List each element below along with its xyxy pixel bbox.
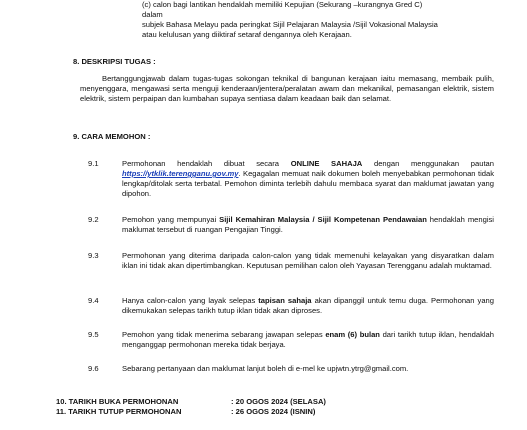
item-text: Hanya calon-calon yang layak selepas [122, 296, 259, 305]
requirement-c [142, 0, 442, 40]
item-emphasis: ONLINE SAHAJA [290, 159, 363, 168]
item-number: 9.1 [88, 159, 99, 168]
application-link[interactable]: https://ytklik.terengganu.gov.my [122, 169, 239, 178]
item-emphasis: tapisan sahaja [258, 296, 312, 305]
open-date-value: : 20 OGOS 2024 (SELASA) [231, 397, 326, 406]
intro-line: subjek Bahasa Melayu pada peringkat Sijil Pelajaran Malaysia /Sijil Vokasional Malaysia [142, 20, 438, 29]
item-text: Pemohon yang tidak menerima sebarang jawapan selepas [122, 330, 326, 339]
item-text: dari tarikh tutup iklan, hendaklah menganggap permohonan mereka tidak berjaya. [122, 330, 494, 349]
section-8-heading: 8. DESKRIPSI TUGAS : [73, 57, 156, 66]
item-text: . Kegagalan memuat naik dokumen boleh menyebabkan permohonan tidak lengkap/ditolak serta terbatal. Pemohon diminta terlebih dahulu membaca syarat dan maklumat jawatan yang dipohon. [122, 169, 494, 198]
duty-description: Bertanggungjawab dalam tugas-tugas sokongan teknikal di bangunan kerajaan iaitu memasang, membaik pulih, menyenggara, mengawasi serta menguji kenderaan/jentera/peralatan awam dan mekanikal, pemasangan elektrik, sistem elektrik, sistem perpaipan dan kumbahan supaya sentiasa dalam keadaan baik dan selamat. [80, 74, 494, 103]
close-date-value: : 26 OGOS 2024 (ISNIN) [231, 407, 316, 416]
close-date-row [56, 407, 316, 417]
close-date-label: 11. TARIKH TUTUP PERMOHONAN [56, 407, 182, 416]
item-9-6 [122, 364, 494, 374]
item-number: 9.4 [88, 296, 99, 305]
item-number: 9.5 [88, 330, 99, 339]
item-text: Permohonan yang diterima daripada calon-calon yang tidak memenuhi kelayakan yang disyaratkan dalam iklan ini tidak akan dipertimbangkan. Keputusan pemilihan calon oleh Yayasan Terengganu adalah muktamad. [122, 251, 494, 270]
item-number: 9.3 [88, 251, 99, 260]
item-text: hendaklah mengisi maklumat tersebut di ruangan Pengajian Tinggi. [122, 215, 494, 234]
item-number: 9.2 [88, 215, 99, 224]
item-text: akan dipanggil untuk temu duga. Permohonan yang dikemukakan selepas tarikh tutup iklan tidak akan diproses. [122, 296, 494, 315]
item-9-3 [122, 251, 494, 271]
item-9-5 [122, 330, 494, 350]
open-date-row [56, 397, 326, 407]
intro-line: atau kelulusan yang diiktiraf setaraf dengannya oleh Kerajaan. [142, 30, 352, 39]
intro-line: (c) calon bagi lantikan hendaklah memiliki Kepujian (Sekurang –kurangnya Gred C) dalam [142, 0, 423, 19]
item-emphasis: enam (6) bulan [325, 330, 380, 339]
item-text: Pemohon yang mempunyai [122, 215, 220, 224]
section-9-heading: 9. CARA MEMOHON : [73, 132, 151, 141]
item-emphasis: Sijil Kemahiran Malaysia / Sijil Kompetenan Pendawaian [219, 215, 427, 224]
item-text: Sebarang pertanyaan dan maklumat lanjut boleh di e-mel ke upjwtn.ytrg@gmail.com. [122, 364, 409, 373]
item-text: dengan menggunakan pautan [362, 159, 495, 168]
item-number: 9.6 [88, 364, 99, 373]
item-9-1 [122, 159, 494, 199]
open-date-label: 10. TARIKH BUKA PERMOHONAN [56, 397, 179, 406]
item-text: Permohonan hendaklah dibuat secara [122, 159, 291, 168]
item-9-4 [122, 296, 494, 316]
section-8-body [80, 74, 494, 104]
item-9-2 [122, 215, 494, 235]
